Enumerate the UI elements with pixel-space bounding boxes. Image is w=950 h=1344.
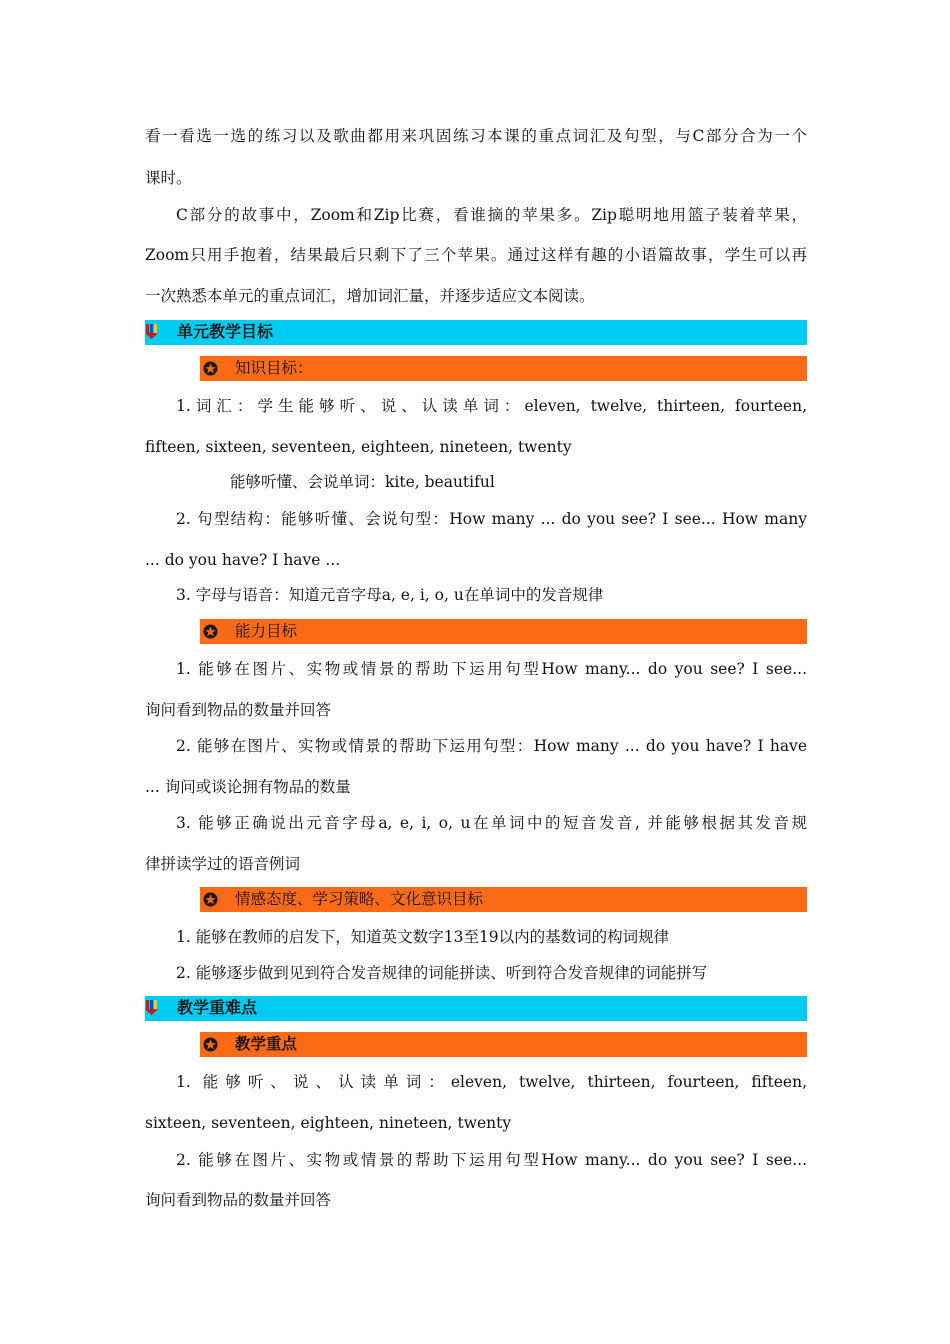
intro-p2-line3: 一次熟悉本单元的重点词汇，增加词汇量，并逐步适应文本阅读。: [145, 287, 595, 305]
section-heading-key-difficult-points: [145, 996, 807, 1021]
subheading-knowledge-goals: [200, 356, 807, 381]
key-item1-line2: sixteen, seventeen, eighteen, nineteen, twenty: [145, 1114, 512, 1132]
intro-p2-line2: Zoom只用手抱着，结果最后只剩下了三个苹果。通过这样有趣的小语篇故事，学生可以再: [145, 246, 807, 264]
knowledge-item2-line2: ... do you have? I have ...: [145, 551, 341, 569]
key-item2-line1: 2. 能够在图片、实物或情景的帮助下运用句型How many... do you see? I see...: [176, 1151, 807, 1169]
star-circle-icon: [203, 1037, 218, 1052]
intro-p1-line1: 看一看选一选的练习以及歌曲都用来巩固练习本课的重点词汇及句型，与C部分合为一个: [145, 127, 807, 145]
ability-item2-line2: ... 询问或谈论拥有物品的数量: [145, 778, 351, 796]
section-heading-unit-goals: [145, 320, 807, 345]
star-circle-icon: [203, 892, 218, 907]
emotion-item2: 2. 能够逐步做到见到符合发音规律的词能拼读、听到符合发音规律的词能拼写: [176, 964, 708, 982]
knowledge-item1-line3: 能够听懂、会说单词：kite, beautiful: [230, 473, 495, 491]
arrow-down-bullet-icon: [145, 324, 159, 340]
ability-item3-line1: 3. 能够正确说出元音字母a, e, i, o, u在单词中的短音发音, 并能够根据其发音规: [176, 814, 807, 832]
subheading-key-points: [200, 1032, 807, 1057]
key-item2-line2: 询问看到物品的数量并回答: [145, 1191, 332, 1209]
subheading-label: 教学重点: [235, 1034, 298, 1053]
section-title: 单元教学目标: [177, 322, 274, 341]
star-circle-icon: [203, 361, 218, 376]
intro-p1-line2: 课时。: [145, 169, 192, 187]
knowledge-item2-line1: 2. 句型结构：能够听懂、会说句型：How many ... do you see? I see... How many: [176, 510, 807, 528]
emotion-item1: 1. 能够在教师的启发下，知道英文数字13至19以内的基数词的构词规律: [176, 928, 670, 946]
star-circle-icon: [203, 624, 218, 639]
subheading-emotion-goals: [200, 887, 807, 912]
ability-item3-line2: 律拼读学过的语音例词: [145, 855, 301, 873]
subheading-label: 能力目标: [235, 622, 298, 640]
knowledge-item3-line1: 3. 字母与语音：知道元音字母a, e, i, o, u在单词中的发音规律: [176, 586, 604, 604]
section-title: 教学重难点: [177, 998, 258, 1017]
key-item1-line1: 1. 能够听、说、认读单词：eleven, twelve, thirteen, fourteen, fifteen,: [176, 1073, 807, 1091]
subheading-label: 情感态度、学习策略、文化意识目标: [235, 890, 484, 908]
ability-item2-line1: 2. 能够在图片、实物或情景的帮助下运用句型：How many ... do you have? I have: [176, 737, 807, 755]
intro-p2-line1: C部分的故事中，Zoom和Zip比赛，看谁摘的苹果多。Zip聪明地用篮子装着苹果，: [176, 206, 807, 224]
ability-item1-line1: 1. 能够在图片、实物或情景的帮助下运用句型How many... do you see? I see...: [176, 660, 807, 678]
ability-item1-line2: 询问看到物品的数量并回答: [145, 701, 332, 719]
arrow-down-bullet-icon: [145, 1000, 159, 1016]
knowledge-item1-line1: 1.词汇：学生能够听、说、认读单词：eleven, twelve, thirteen, fourteen,: [176, 397, 807, 415]
subheading-label: 知识目标：: [235, 359, 313, 377]
subheading-ability-goals: [200, 619, 807, 644]
knowledge-item1-line2: fifteen, sixteen, seventeen, eighteen, nineteen, twenty: [145, 438, 572, 456]
